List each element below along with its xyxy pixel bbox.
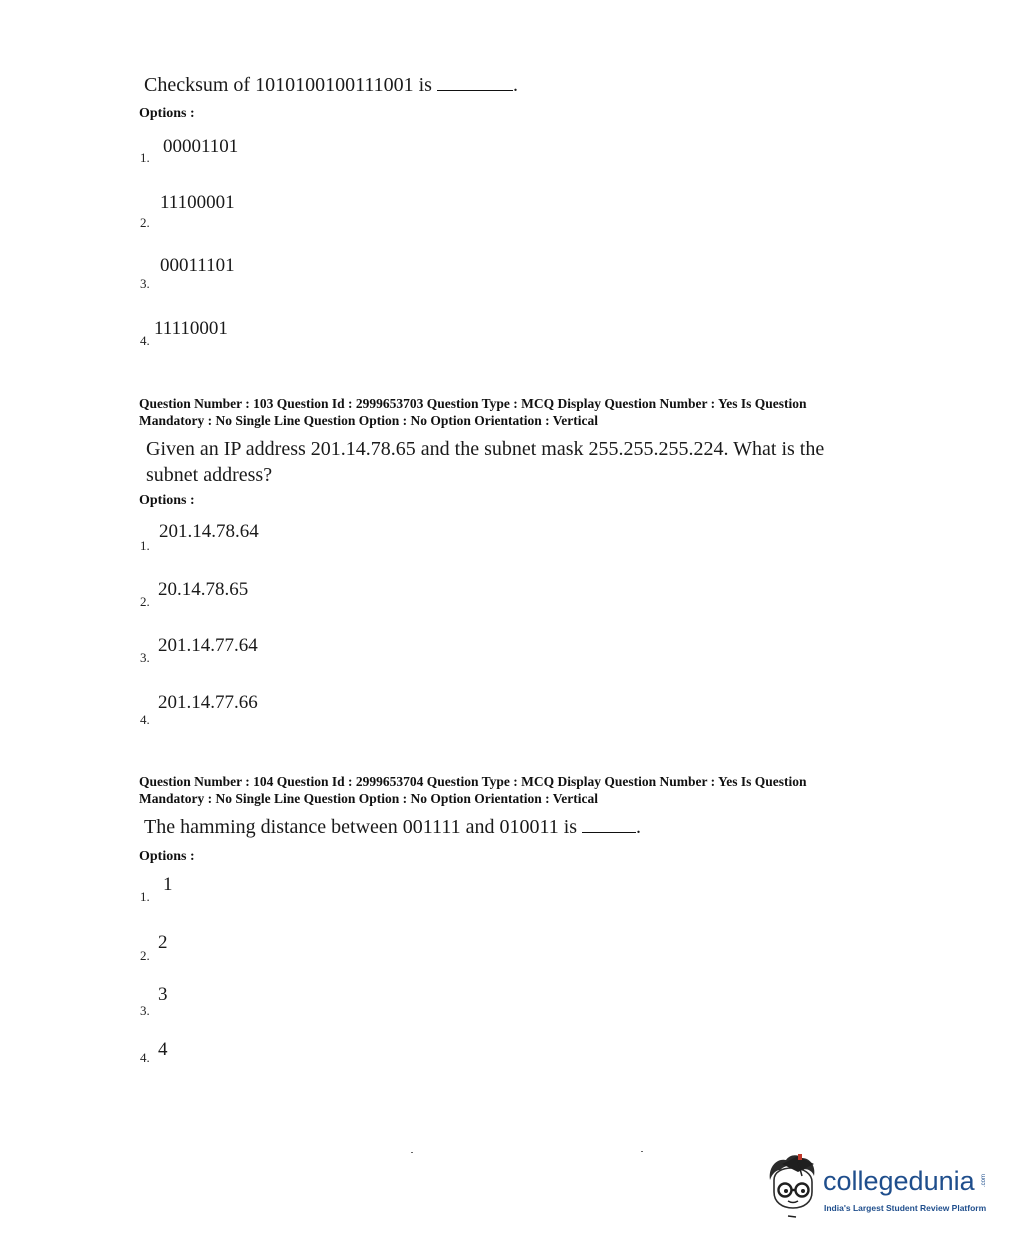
q102-option-3[interactable]: 00011101 [160,255,235,276]
q103-option-2[interactable]: 20.14.78.65 [158,579,249,600]
q103-stem-line-1: Given an IP address 201.14.78.65 and the subnet mask 255.255.255.224. What is the [146,438,825,460]
q103-option-3-number: 3. [140,650,150,665]
q103-option-4-number: 4. [140,712,150,727]
q103-option-1[interactable]: 201.14.78.64 [159,521,259,542]
q104-options-label: Options : [139,849,195,864]
scan-speck [411,1152,413,1153]
q104-option-4-number: 4. [140,1050,150,1065]
q104-stem-text: The hamming distance between 001111 and 010011 is [144,816,578,838]
q104-option-4[interactable]: 4 [158,1039,168,1060]
scan-speck [641,1151,643,1152]
q104-option-1[interactable]: 1 [163,874,173,895]
q102-option-1-number: 1. [140,150,150,165]
q102-stem-period: . [512,74,518,96]
q103-options-label: Options : [139,493,195,508]
q103-metadata-line-1: Question Number : 103 Question Id : 2999653703 Question Type : MCQ Display Question Number : Yes Is Question [139,396,807,411]
q102-option-2-number: 2. [140,215,150,230]
q103-option-3[interactable]: 201.14.77.64 [158,635,258,656]
q102-option-2[interactable]: 11100001 [160,192,235,213]
q102-stem [144,72,518,98]
q104-option-3[interactable]: 3 [158,984,168,1005]
logo-wordmark: collegedunia [823,1166,975,1196]
q103-stem [146,436,824,488]
q103-stem-line-2: subnet address? [146,464,273,486]
q104-option-2[interactable]: 2 [158,932,168,953]
q102-options-label: Options : [139,106,195,121]
q104-option-2-number: 2. [140,948,150,963]
q104-metadata-line-1: Question Number : 104 Question Id : 2999653704 Question Type : MCQ Display Question Number : Yes Is Question [139,774,807,789]
q104-option-1-number: 1. [140,889,150,904]
q104-stem [144,814,641,840]
q103-option-2-number: 2. [140,594,150,609]
logo-domain-suffix: .com [981,1174,987,1188]
q102-option-1[interactable]: 00001101 [163,136,239,157]
q104-stem-period: . [636,816,642,838]
logo-tagline: India's Largest Student Review Platform [824,1203,987,1213]
mascot-icon [762,1150,822,1225]
q104-metadata-line-2: Mandatory : No Single Line Question Option : No Option Orientation : Vertical [139,791,599,806]
q103-metadata-line-2: Mandatory : No Single Line Question Option : No Option Orientation : Vertical [139,413,599,428]
q102-stem-text: Checksum of 1010100100111001 is [144,74,432,96]
q102-answer-blank [437,72,513,91]
collegedunia-logo[interactable] [762,1150,992,1225]
q103-option-4[interactable]: 201.14.77.66 [158,692,258,713]
q102-option-3-number: 3. [140,276,150,291]
q103-metadata [139,395,899,429]
q103-option-1-number: 1. [140,538,150,553]
q104-metadata [139,773,899,807]
q104-answer-blank [582,814,636,833]
q102-option-4[interactable]: 11110001 [154,318,228,339]
q104-option-3-number: 3. [140,1003,150,1018]
q102-option-4-number: 4. [140,333,150,348]
